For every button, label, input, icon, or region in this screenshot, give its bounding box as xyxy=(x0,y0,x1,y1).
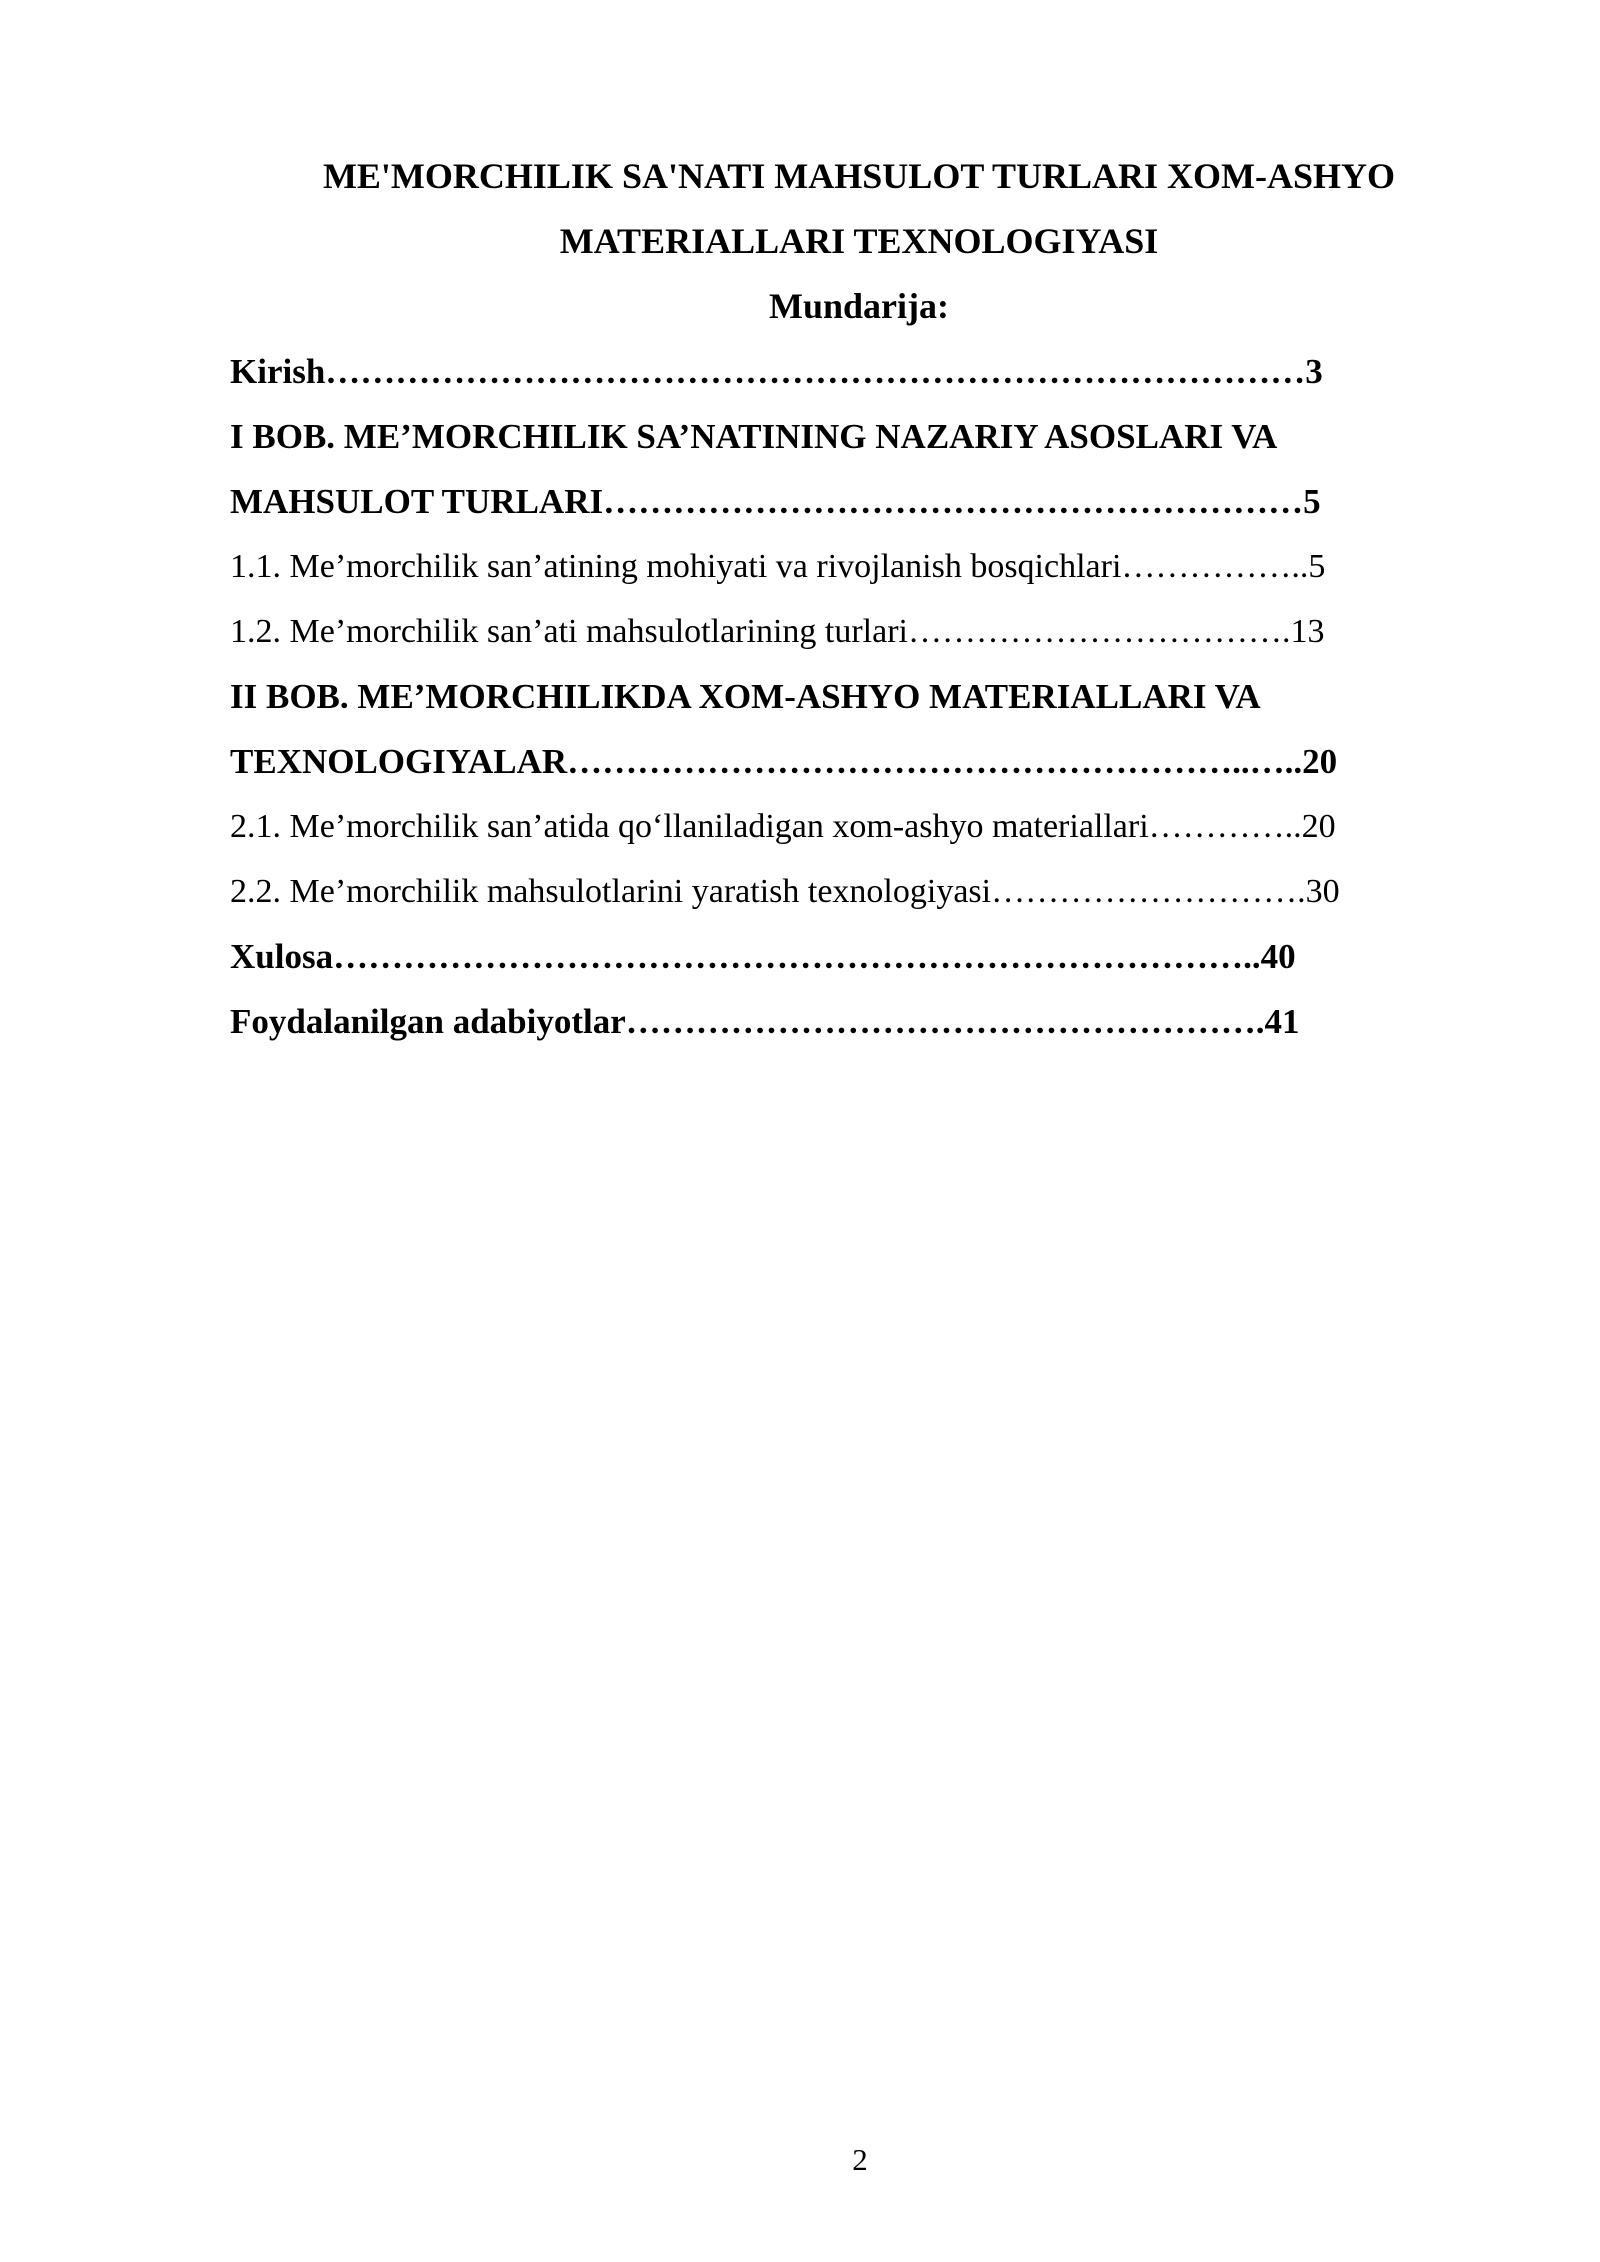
document-title-line-1: ME'MORCHILIK SA'NATI MAHSULOT TURLARI XOM-ASHYO xyxy=(322,156,1396,196)
toc-entry-section-1-1: 1.1. Me’morchilik san’atining mohiyati va rivojlanish bosqichlari……………..5 xyxy=(230,548,1326,585)
toc-entry-chapter-2-line-1: II BOB. ME’MORCHILIKDA XOM-ASHYO MATERIALLARI VA xyxy=(230,677,1261,716)
document-title-line-2: MATERIALLARI TEXNOLOGIYASI xyxy=(559,221,1159,261)
toc-entry-xulosa: Xulosa……………………………………………………………………..40 xyxy=(230,937,1296,976)
toc-heading: Mundarija: xyxy=(769,286,949,326)
toc-entry-chapter-1-line-2: MAHSULOT TURLARI……………………………………………………5 xyxy=(230,482,1321,521)
toc-entry-section-1-2: 1.2. Me’morchilik san’ati mahsulotlarining turlari…………………………….13 xyxy=(230,613,1325,650)
toc-entry-kirish: Kirish…………………………………………………………………………3 xyxy=(230,352,1323,391)
toc-entry-section-2-2: 2.2. Me’morchilik mahsulotlarini yaratish texnologiyasi……………………….30 xyxy=(230,873,1340,910)
toc-entry-references: Foydalanilgan adabiyotlar……………………………………………….41 xyxy=(230,1002,1300,1041)
toc-entry-chapter-1-line-1: I BOB. ME’MORCHILIK SA’NATINING NAZARIY ASOSLARI VA xyxy=(230,417,1278,456)
toc-entry-section-2-1: 2.1. Me’morchilik san’atida qo‘llaniladigan xom-ashyo materiallari…………..20 xyxy=(230,808,1336,845)
toc-entry-chapter-2-line-2: TEXNOLOGIYALAR…………………………………………………..…..20 xyxy=(230,742,1338,781)
page-number: 2 xyxy=(852,2142,868,2177)
